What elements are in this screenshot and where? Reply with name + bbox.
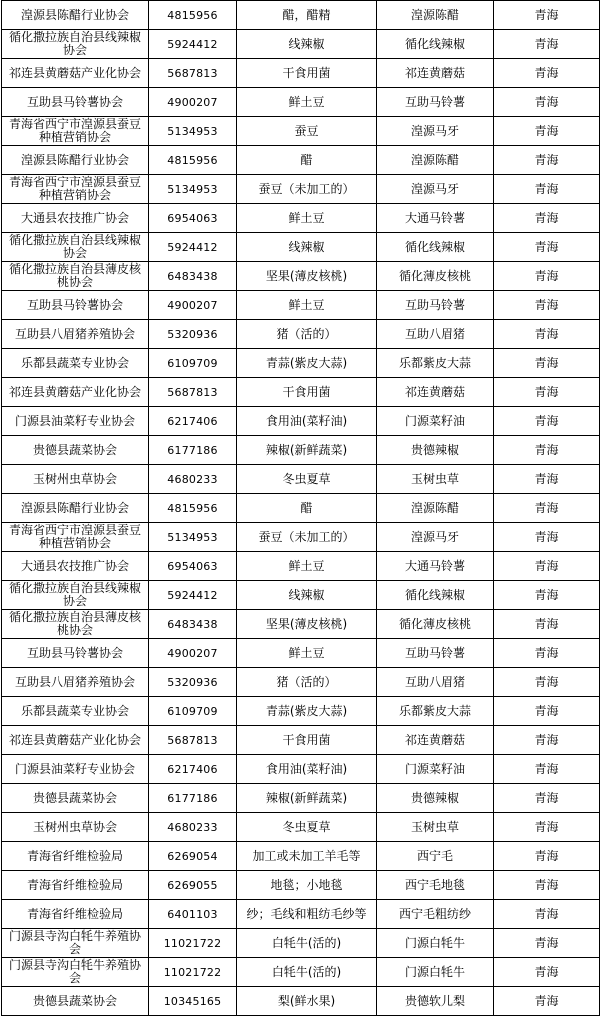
applicant-cell: 青海省西宁市湟源县蚕豆种植营销协会	[2, 523, 149, 552]
product-cell: 醋	[237, 494, 377, 523]
applicant-cell: 玉树州虫草协会	[2, 813, 149, 842]
table-row	[2, 610, 600, 639]
mark-name-cell: 互助马铃薯	[377, 291, 494, 320]
registration-number-cell: 11021722	[149, 958, 237, 987]
product-cell: 纱；毛线和粗纺毛纱等	[237, 900, 377, 929]
province-cell: 青海	[494, 494, 600, 523]
mark-name-cell: 循化薄皮核桃	[377, 262, 494, 291]
mark-name-cell: 乐都紫皮大蒜	[377, 697, 494, 726]
product-cell: 地毯；小地毯	[237, 871, 377, 900]
registration-number-cell: 6177186	[149, 436, 237, 465]
table-row	[2, 291, 600, 320]
applicant-cell: 玉树州虫草协会	[2, 465, 149, 494]
table-row	[2, 523, 600, 552]
product-cell: 干食用菌	[237, 378, 377, 407]
table-row	[2, 30, 600, 59]
applicant-cell: 互助县马铃薯协会	[2, 291, 149, 320]
product-cell: 猪（活的）	[237, 320, 377, 349]
province-cell: 青海	[494, 175, 600, 204]
registration-number-cell: 4900207	[149, 639, 237, 668]
registration-number-cell: 4815956	[149, 1, 237, 30]
table-row	[2, 59, 600, 88]
table-row	[2, 146, 600, 175]
province-cell: 青海	[494, 1, 600, 30]
registration-number-cell: 6217406	[149, 755, 237, 784]
applicant-cell: 青海省西宁市湟源县蚕豆种植营销协会	[2, 175, 149, 204]
table-row	[2, 465, 600, 494]
applicant-cell: 互助县八眉猪养殖协会	[2, 320, 149, 349]
mark-name-cell: 循化线辣椒	[377, 233, 494, 262]
applicant-cell: 大通县农技推广协会	[2, 204, 149, 233]
registration-number-cell: 6269055	[149, 871, 237, 900]
table-row	[2, 204, 600, 233]
table-row	[2, 378, 600, 407]
registration-number-cell: 5320936	[149, 320, 237, 349]
province-cell: 青海	[494, 523, 600, 552]
province-cell: 青海	[494, 987, 600, 1016]
product-cell: 醋，醋精	[237, 1, 377, 30]
province-cell: 青海	[494, 668, 600, 697]
registration-number-cell: 5687813	[149, 726, 237, 755]
product-cell: 青蒜(紫皮大蒜)	[237, 697, 377, 726]
table-row	[2, 900, 600, 929]
province-cell: 青海	[494, 900, 600, 929]
product-cell: 青蒜(紫皮大蒜)	[237, 349, 377, 378]
registration-number-cell: 6954063	[149, 204, 237, 233]
applicant-cell: 湟源县陈醋行业协会	[2, 146, 149, 175]
applicant-cell: 门源县油菜籽专业协会	[2, 407, 149, 436]
product-cell: 鲜土豆	[237, 291, 377, 320]
province-cell: 青海	[494, 30, 600, 59]
mark-name-cell: 贵德辣椒	[377, 784, 494, 813]
province-cell: 青海	[494, 465, 600, 494]
registration-number-cell: 6217406	[149, 407, 237, 436]
applicant-cell: 青海省西宁市湟源县蚕豆种植营销协会	[2, 117, 149, 146]
registration-number-cell: 4815956	[149, 494, 237, 523]
table-row	[2, 755, 600, 784]
applicant-cell: 互助县八眉猪养殖协会	[2, 668, 149, 697]
table-row	[2, 726, 600, 755]
registration-number-cell: 6269054	[149, 842, 237, 871]
mark-name-cell: 循化薄皮核桃	[377, 610, 494, 639]
table-row	[2, 668, 600, 697]
province-cell: 青海	[494, 813, 600, 842]
product-cell: 白牦牛(活的)	[237, 958, 377, 987]
table-row	[2, 697, 600, 726]
product-cell: 醋	[237, 146, 377, 175]
mark-name-cell: 玉树虫草	[377, 465, 494, 494]
product-cell: 鲜土豆	[237, 552, 377, 581]
table-row	[2, 639, 600, 668]
product-cell: 冬虫夏草	[237, 813, 377, 842]
registration-number-cell: 5687813	[149, 378, 237, 407]
applicant-cell: 循化撒拉族自治县薄皮核桃协会	[2, 262, 149, 291]
table-row	[2, 407, 600, 436]
province-cell: 青海	[494, 291, 600, 320]
product-cell: 加工或未加工羊毛等	[237, 842, 377, 871]
province-cell: 青海	[494, 755, 600, 784]
table-row	[2, 813, 600, 842]
product-cell: 鲜土豆	[237, 88, 377, 117]
applicant-cell: 门源县寺沟白牦牛养殖协会	[2, 958, 149, 987]
province-cell: 青海	[494, 146, 600, 175]
table-row	[2, 842, 600, 871]
table-row	[2, 233, 600, 262]
product-cell: 线辣椒	[237, 581, 377, 610]
product-cell: 干食用菌	[237, 726, 377, 755]
mark-name-cell: 门源菜籽油	[377, 755, 494, 784]
registration-number-cell: 5134953	[149, 523, 237, 552]
table-row	[2, 349, 600, 378]
mark-name-cell: 门源白牦牛	[377, 958, 494, 987]
mark-name-cell: 西宁毛粗纺纱	[377, 900, 494, 929]
province-cell: 青海	[494, 88, 600, 117]
registration-number-cell: 5924412	[149, 233, 237, 262]
applicant-cell: 青海省纤维检验局	[2, 842, 149, 871]
table-row	[2, 552, 600, 581]
product-cell: 食用油(菜籽油)	[237, 755, 377, 784]
mark-name-cell: 西宁毛地毯	[377, 871, 494, 900]
registration-number-cell: 5924412	[149, 30, 237, 59]
mark-name-cell: 互助马铃薯	[377, 88, 494, 117]
registration-number-cell: 4680233	[149, 465, 237, 494]
province-cell: 青海	[494, 59, 600, 88]
registration-number-cell: 6177186	[149, 784, 237, 813]
registration-number-cell: 6109709	[149, 697, 237, 726]
mark-name-cell: 门源菜籽油	[377, 407, 494, 436]
table-row	[2, 987, 600, 1016]
table-row	[2, 436, 600, 465]
province-cell: 青海	[494, 958, 600, 987]
applicant-cell: 循化撒拉族自治县薄皮核桃协会	[2, 610, 149, 639]
registration-number-cell: 4900207	[149, 88, 237, 117]
mark-name-cell: 湟源陈醋	[377, 494, 494, 523]
mark-name-cell: 循化线辣椒	[377, 581, 494, 610]
product-cell: 干食用菌	[237, 59, 377, 88]
table-row	[2, 88, 600, 117]
province-cell: 青海	[494, 117, 600, 146]
province-cell: 青海	[494, 697, 600, 726]
applicant-cell: 贵德县蔬菜协会	[2, 784, 149, 813]
applicant-cell: 祁连县黄蘑菇产业化协会	[2, 378, 149, 407]
product-cell: 鲜土豆	[237, 204, 377, 233]
applicant-cell: 青海省纤维检验局	[2, 900, 149, 929]
registration-number-cell: 6954063	[149, 552, 237, 581]
table-body	[2, 1, 600, 1016]
product-cell: 线辣椒	[237, 30, 377, 59]
table-row	[2, 1, 600, 30]
product-cell: 梨(鲜水果)	[237, 987, 377, 1016]
product-cell: 蚕豆（未加工的）	[237, 175, 377, 204]
applicant-cell: 循化撒拉族自治县线辣椒协会	[2, 233, 149, 262]
registration-number-cell: 5134953	[149, 175, 237, 204]
table-row	[2, 117, 600, 146]
applicant-cell: 贵德县蔬菜协会	[2, 987, 149, 1016]
product-cell: 蚕豆（未加工的）	[237, 523, 377, 552]
province-cell: 青海	[494, 436, 600, 465]
mark-name-cell: 湟源马牙	[377, 175, 494, 204]
applicant-cell: 互助县马铃薯协会	[2, 639, 149, 668]
mark-name-cell: 祁连黄蘑菇	[377, 378, 494, 407]
registration-number-cell: 6401103	[149, 900, 237, 929]
table-row	[2, 262, 600, 291]
province-cell: 青海	[494, 784, 600, 813]
product-cell: 鲜土豆	[237, 639, 377, 668]
geographic-indication-table	[1, 0, 600, 1016]
product-cell: 坚果(薄皮核桃)	[237, 610, 377, 639]
table-row	[2, 871, 600, 900]
product-cell: 蚕豆	[237, 117, 377, 146]
product-cell: 坚果(薄皮核桃)	[237, 262, 377, 291]
applicant-cell: 大通县农技推广协会	[2, 552, 149, 581]
applicant-cell: 青海省纤维检验局	[2, 871, 149, 900]
province-cell: 青海	[494, 552, 600, 581]
product-cell: 食用油(菜籽油)	[237, 407, 377, 436]
product-cell: 辣椒(新鲜蔬菜)	[237, 784, 377, 813]
province-cell: 青海	[494, 842, 600, 871]
applicant-cell: 祁连县黄蘑菇产业化协会	[2, 59, 149, 88]
applicant-cell: 互助县马铃薯协会	[2, 88, 149, 117]
registration-number-cell: 4680233	[149, 813, 237, 842]
province-cell: 青海	[494, 871, 600, 900]
applicant-cell: 循化撒拉族自治县线辣椒协会	[2, 581, 149, 610]
registration-number-cell: 4900207	[149, 291, 237, 320]
mark-name-cell: 互助马铃薯	[377, 639, 494, 668]
registration-number-cell: 6109709	[149, 349, 237, 378]
table-row	[2, 958, 600, 987]
province-cell: 青海	[494, 726, 600, 755]
province-cell: 青海	[494, 262, 600, 291]
registration-number-cell: 5924412	[149, 581, 237, 610]
province-cell: 青海	[494, 320, 600, 349]
applicant-cell: 乐都县蔬菜专业协会	[2, 349, 149, 378]
mark-name-cell: 湟源陈醋	[377, 1, 494, 30]
province-cell: 青海	[494, 407, 600, 436]
product-cell: 冬虫夏草	[237, 465, 377, 494]
mark-name-cell: 湟源马牙	[377, 523, 494, 552]
registration-number-cell: 6483438	[149, 610, 237, 639]
product-cell: 线辣椒	[237, 233, 377, 262]
applicant-cell: 湟源县陈醋行业协会	[2, 494, 149, 523]
province-cell: 青海	[494, 378, 600, 407]
mark-name-cell: 大通马铃薯	[377, 204, 494, 233]
applicant-cell: 祁连县黄蘑菇产业化协会	[2, 726, 149, 755]
table-row	[2, 494, 600, 523]
province-cell: 青海	[494, 639, 600, 668]
mark-name-cell: 玉树虫草	[377, 813, 494, 842]
province-cell: 青海	[494, 581, 600, 610]
mark-name-cell: 互助八眉猪	[377, 320, 494, 349]
applicant-cell: 门源县油菜籽专业协会	[2, 755, 149, 784]
mark-name-cell: 循化线辣椒	[377, 30, 494, 59]
applicant-cell: 循化撒拉族自治县线辣椒协会	[2, 30, 149, 59]
mark-name-cell: 祁连黄蘑菇	[377, 726, 494, 755]
table-row	[2, 929, 600, 958]
mark-name-cell: 互助八眉猪	[377, 668, 494, 697]
applicant-cell: 乐都县蔬菜专业协会	[2, 697, 149, 726]
applicant-cell: 贵德县蔬菜协会	[2, 436, 149, 465]
product-cell: 辣椒(新鲜蔬菜)	[237, 436, 377, 465]
product-cell: 白牦牛(活的)	[237, 929, 377, 958]
province-cell: 青海	[494, 349, 600, 378]
registration-number-cell: 11021722	[149, 929, 237, 958]
applicant-cell: 门源县寺沟白牦牛养殖协会	[2, 929, 149, 958]
table-row	[2, 784, 600, 813]
registration-number-cell: 5320936	[149, 668, 237, 697]
mark-name-cell: 湟源马牙	[377, 117, 494, 146]
mark-name-cell: 祁连黄蘑菇	[377, 59, 494, 88]
province-cell: 青海	[494, 204, 600, 233]
registration-number-cell: 4815956	[149, 146, 237, 175]
applicant-cell: 湟源县陈醋行业协会	[2, 1, 149, 30]
mark-name-cell: 贵德软儿梨	[377, 987, 494, 1016]
registration-number-cell: 5687813	[149, 59, 237, 88]
mark-name-cell: 贵德辣椒	[377, 436, 494, 465]
product-cell: 猪（活的）	[237, 668, 377, 697]
mark-name-cell: 乐都紫皮大蒜	[377, 349, 494, 378]
mark-name-cell: 门源白牦牛	[377, 929, 494, 958]
registration-number-cell: 5134953	[149, 117, 237, 146]
province-cell: 青海	[494, 929, 600, 958]
province-cell: 青海	[494, 610, 600, 639]
table-row	[2, 320, 600, 349]
province-cell: 青海	[494, 233, 600, 262]
registration-number-cell: 6483438	[149, 262, 237, 291]
mark-name-cell: 大通马铃薯	[377, 552, 494, 581]
table-row	[2, 175, 600, 204]
registration-number-cell: 10345165	[149, 987, 237, 1016]
mark-name-cell: 湟源陈醋	[377, 146, 494, 175]
mark-name-cell: 西宁毛	[377, 842, 494, 871]
table-row	[2, 581, 600, 610]
